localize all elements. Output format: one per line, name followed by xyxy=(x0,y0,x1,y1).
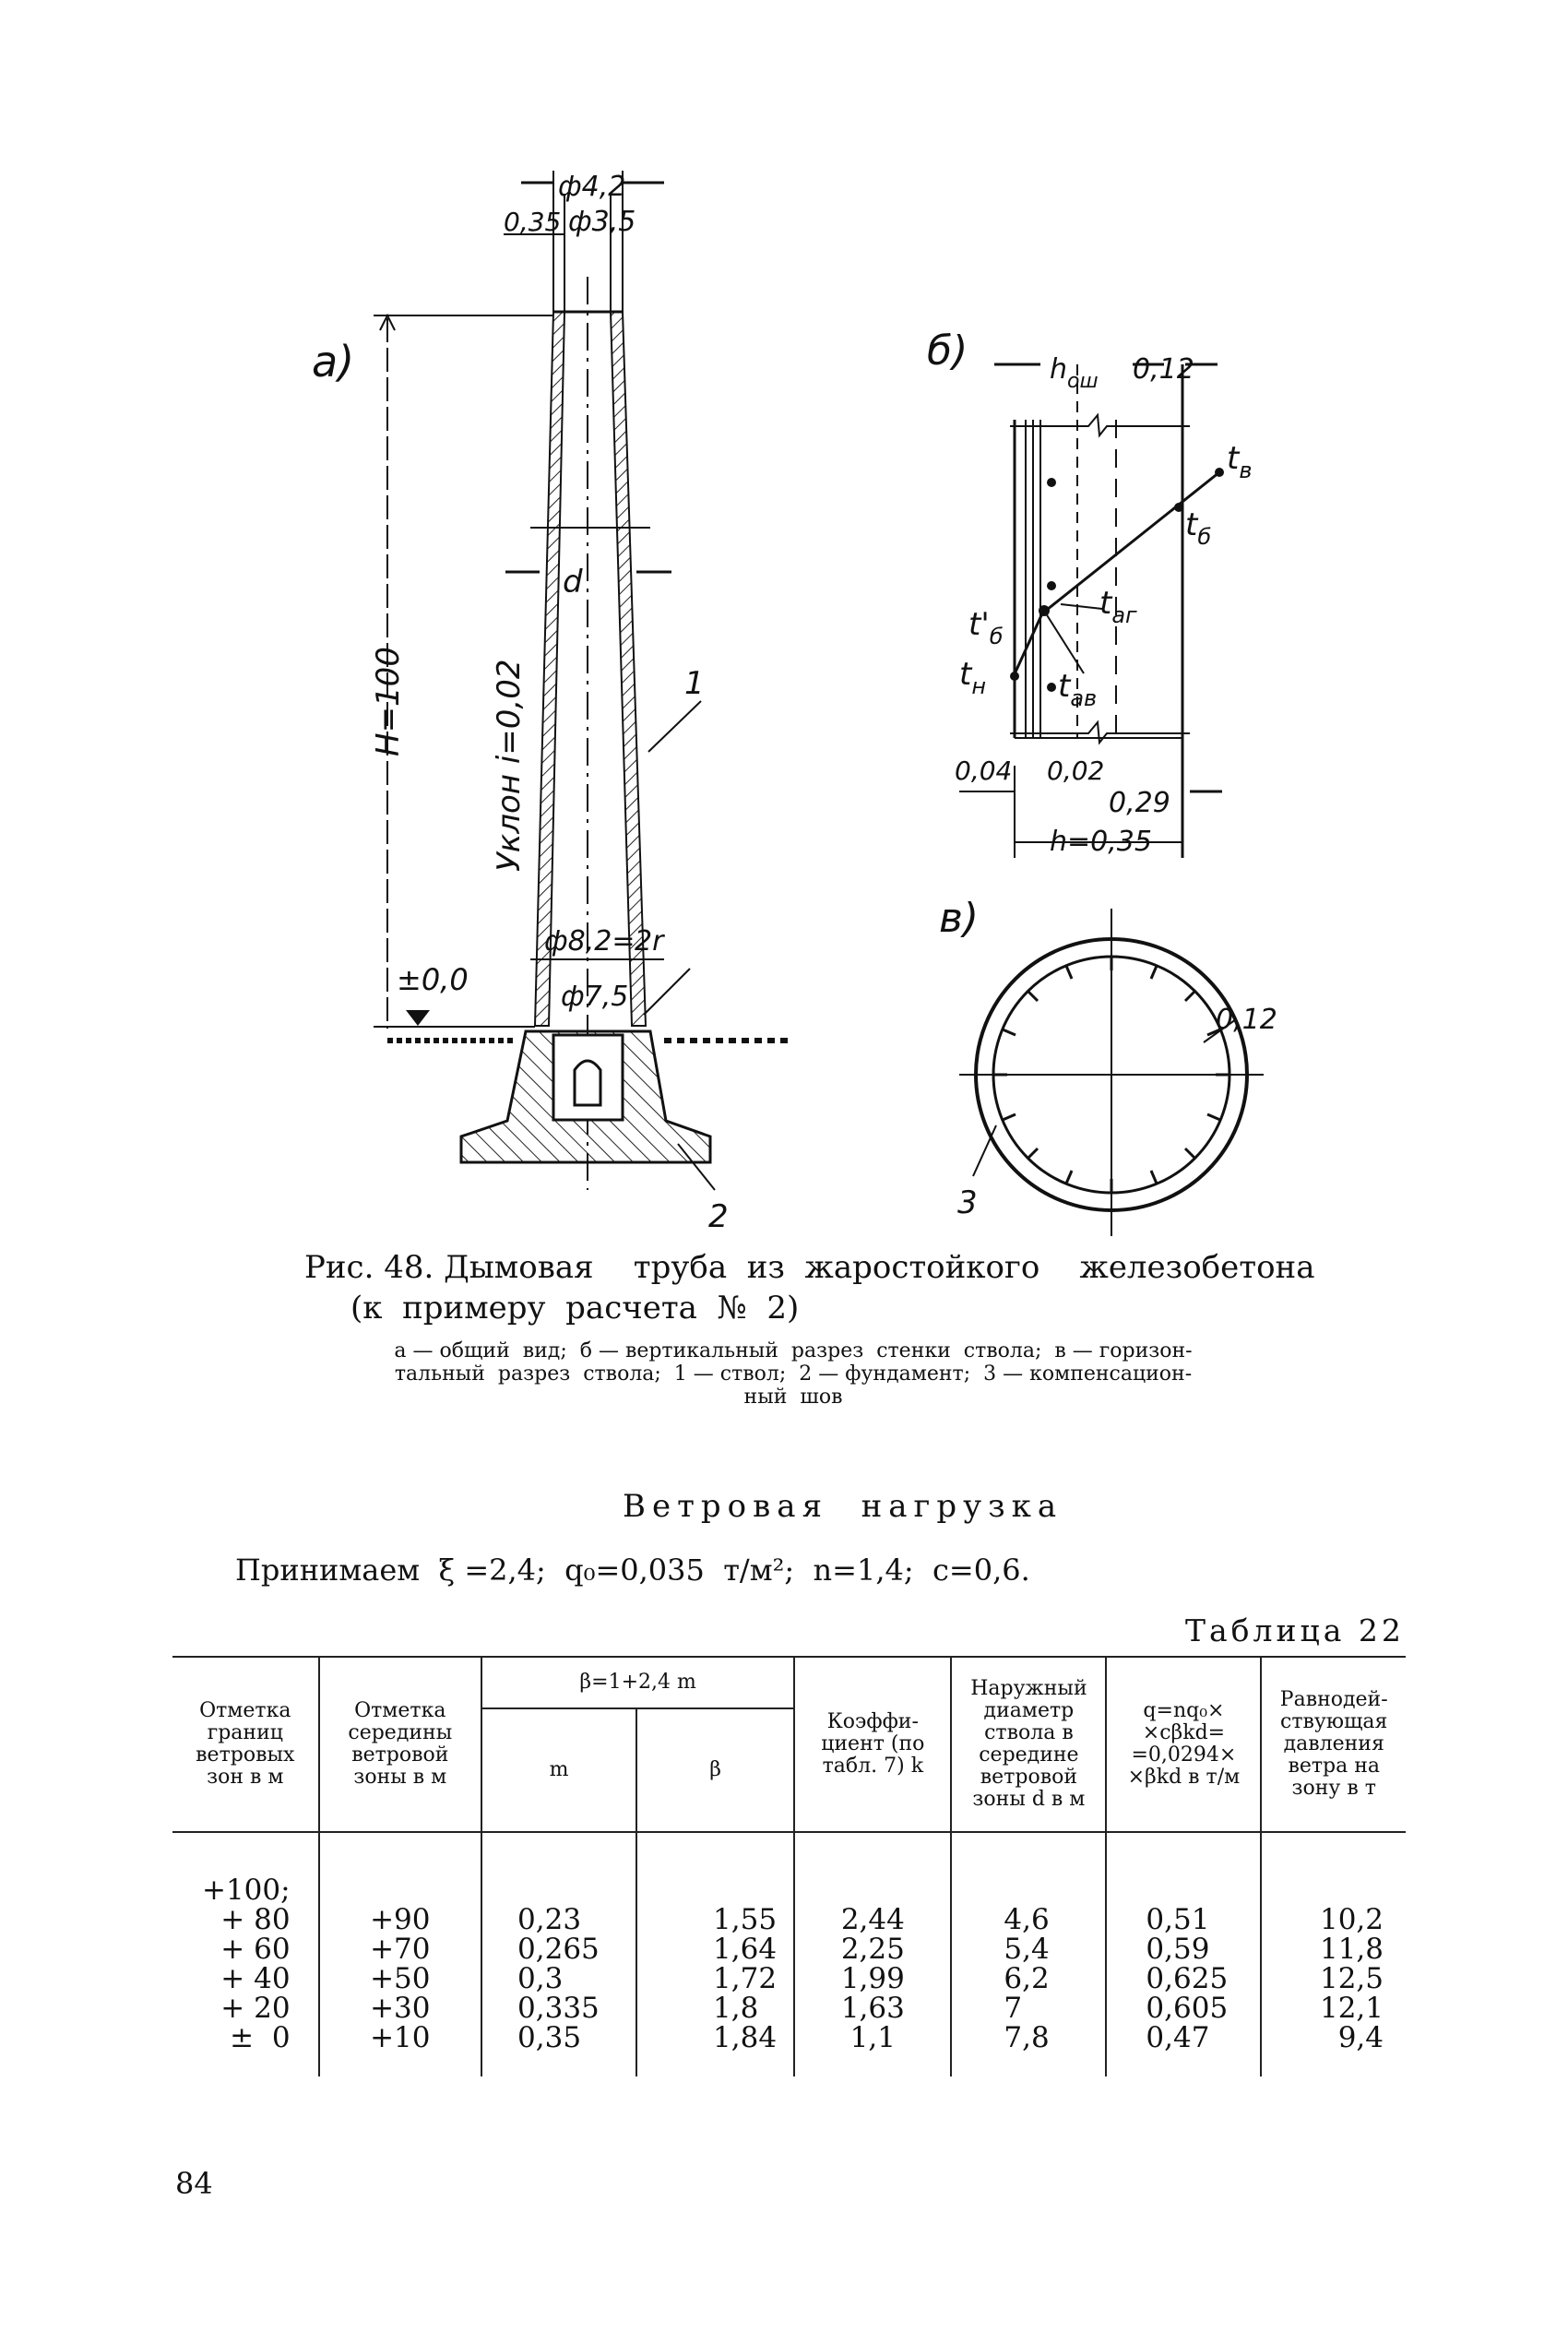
section-title: Ветровая нагрузка xyxy=(623,1488,1063,1525)
table-label: Таблица 22 xyxy=(1185,1612,1405,1648)
caption-title-line2: (к примеру расчета № 2) xyxy=(350,1290,800,1327)
height-label: H=100 xyxy=(370,647,407,756)
dim-012-c: 0,12 xyxy=(1216,1004,1277,1036)
th-resultant: Равнодей- ствующая давления ветра на зону в т xyxy=(1261,1657,1406,1832)
t-b: $t_б$ xyxy=(1185,506,1212,550)
t-n: $t_н$ xyxy=(959,656,987,699)
legend-line3: ный шов xyxy=(743,1386,843,1409)
col-beta: 1,55 1,64 1,72 1,8 1,84 xyxy=(636,1832,794,2076)
th-zone-bounds: Отметка границ ветровых зон в м xyxy=(172,1657,319,1832)
panel-a-general-view xyxy=(312,171,793,1235)
panel-b-label: б) xyxy=(927,327,968,375)
parameters-line: Принимаем ξ =2,4; q₀=0,035 т/м²; n=1,4; c=0,6. xyxy=(235,1553,1030,1588)
t-v: $t_в$ xyxy=(1227,440,1253,483)
d-label: d xyxy=(563,564,583,601)
dim-002: 0,02 xyxy=(1047,756,1105,786)
h-osh: $h_{ош}$ xyxy=(1050,353,1099,393)
slope-label: Уклон i=0,02 xyxy=(491,659,528,872)
figure-caption-title xyxy=(304,1247,1315,1328)
t-av: $t_{ав}$ xyxy=(1058,668,1098,711)
legend-line2: тальный разрез ствола; 1 — ствол; 2 — фундамент; 3 — компенсацион- xyxy=(394,1362,1193,1386)
th-zone-mid: Отметка середины ветровой зоны в м xyxy=(319,1657,481,1832)
dim-bottom-r: 2r xyxy=(635,925,664,958)
dim-004: 0,04 xyxy=(955,756,1013,786)
wind-load-table xyxy=(172,1656,1406,2076)
dim-029: 0,29 xyxy=(1109,787,1170,819)
callout-3: 3 xyxy=(957,1184,978,1221)
table-body-row xyxy=(172,1832,1406,2076)
legend-line1: а — общий вид; б — вертикальный разрез стенки ствола; в — горизон- xyxy=(394,1339,1193,1362)
col-diameter: 4,6 5,4 6,2 7 7,8 xyxy=(951,1832,1106,2076)
t-ag: $t_{аг}$ xyxy=(1099,585,1137,628)
figure-caption-legend xyxy=(295,1339,1291,1409)
dim-top-wall: 0,35 xyxy=(504,207,562,237)
t-b-prime: $t'_б$ xyxy=(968,606,1004,649)
th-q: q=nq₀× ×cβkd= =0,0294× ×βkd в т/м xyxy=(1106,1657,1261,1832)
dim-bottom-inner: ф7,5 xyxy=(561,981,629,1013)
th-m: m xyxy=(481,1708,636,1832)
panel-c-label: в) xyxy=(939,895,980,942)
panel-a-label: а) xyxy=(312,337,355,387)
col-coef-k: 2,44 2,25 1,99 1,63 1,1 xyxy=(794,1832,951,2076)
caption-title-line1: Рис. 48. Дымовая труба из жаростойкого железобетона xyxy=(304,1249,1315,1286)
dim-top-inner: ф3,5 xyxy=(568,206,636,238)
col-zone-mid: +90 +70 +50 +30 +10 xyxy=(319,1832,481,2076)
dim-bottom-outer: ф8,2= xyxy=(544,925,636,958)
col-zone-bounds: +100; + 80 + 60 + 40 + 20 ± 0 xyxy=(172,1832,319,2076)
dim-012-b: 0,12 xyxy=(1133,353,1194,386)
zero-mark: ±0,0 xyxy=(397,962,469,997)
col-resultant: 10,2 11,8 12,5 12,1 9,4 xyxy=(1261,1832,1406,2076)
col-m: 0,23 0,265 0,3 0,335 0,35 xyxy=(481,1832,636,2076)
dim-h: h=0,35 xyxy=(1050,826,1152,858)
col-q: 0,51 0,59 0,625 0,605 0,47 xyxy=(1106,1832,1261,2076)
th-coef-k: Коэффи- циент (по табл. 7) k xyxy=(794,1657,951,1832)
th-beta: β xyxy=(636,1708,794,1832)
dim-top-outer: ф4,2 xyxy=(558,171,626,203)
callout-1: 1 xyxy=(684,665,705,702)
page-number: 84 xyxy=(175,2166,213,2201)
panel-c-horizontal-section xyxy=(939,895,1277,1236)
panel-b-wall-section xyxy=(927,327,1253,858)
callout-2: 2 xyxy=(708,1198,729,1235)
th-beta-group: β=1+2,4 m xyxy=(481,1657,794,1708)
th-diameter: Наружный диаметр ствола в середине ветровой зоны d в м xyxy=(951,1657,1106,1832)
